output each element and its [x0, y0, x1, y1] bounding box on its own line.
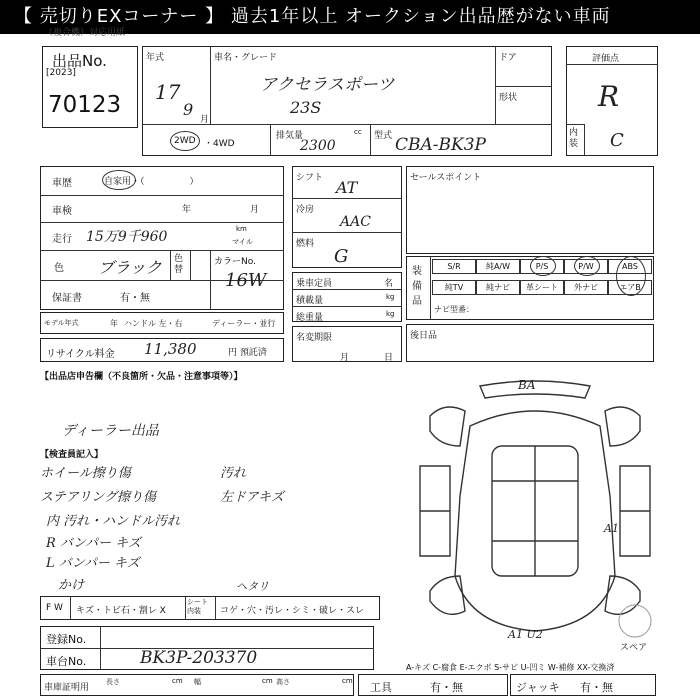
equip-leather: 革シート — [520, 280, 564, 295]
equip-tv: 純TV — [432, 280, 476, 295]
load-label: 積載量 — [296, 296, 324, 306]
model-row-handle: ハンドル 左・右 — [124, 319, 183, 328]
equip-pw: P/W — [564, 259, 608, 274]
tools-value: 有・無 — [430, 681, 463, 694]
end-date-day: 日 — [384, 353, 394, 363]
inspector-note-right-2: 左ドアキズ — [220, 490, 284, 505]
model-row-year: 年 — [110, 319, 118, 328]
end-date-month: 月 — [340, 353, 350, 363]
equip-airbag: エアB — [608, 280, 652, 295]
warranty-label: 保証書 — [52, 293, 82, 304]
inspection-month: 月 — [250, 205, 260, 215]
diagram-mark-side: A1 — [604, 522, 619, 535]
cert-width: 幅 — [194, 678, 201, 686]
lot-number: 70123 — [48, 92, 122, 118]
model-code-label: 型式 — [374, 131, 393, 141]
car-damage-diagram — [410, 376, 660, 646]
name-value: アクセラスポーツ — [260, 75, 395, 95]
fw-label: F W — [46, 603, 63, 613]
mileage-mile: マイル — [232, 238, 253, 246]
fw-handwritten-mark: ヘタリ — [236, 580, 269, 593]
shape-label: 形状 — [499, 93, 518, 103]
equip-navi: 純ナビ — [476, 280, 520, 295]
equipment-label: 装備品 — [412, 266, 422, 307]
year-value: 17 — [155, 80, 181, 104]
cert-label: 車庫証明用 — [44, 683, 90, 693]
drive-2wd: 2WD — [174, 136, 196, 146]
lot-label: 出品No. — [52, 52, 107, 70]
chassis-value: BK3P-203370 — [140, 648, 258, 668]
mileage-value: 15万9千960 — [86, 229, 168, 245]
jack-label: ジャッキ — [516, 681, 560, 694]
capacity-unit: 名 — [384, 279, 394, 289]
weight-label: 総重量 — [296, 313, 324, 323]
inspector-note-1: ホイール擦り傷 — [40, 466, 131, 481]
lot-year-tag: [2023] — [46, 68, 76, 78]
end-date-label: 名変期限 — [296, 333, 333, 343]
diagram-mark-top: BA — [518, 378, 536, 392]
history-label: 車歴 — [52, 178, 72, 189]
handwritten-dealer: ディーラー出品 — [62, 423, 159, 439]
recycle-label: リサイクル料金 — [46, 349, 115, 360]
navi-model-label: ナビ型番： — [434, 305, 474, 314]
recycle-unit: 円 預託済 — [228, 348, 267, 358]
shift-value: AT — [336, 178, 358, 197]
interior-label: 内装 — [569, 128, 579, 149]
aircon-value: AAC — [340, 214, 371, 230]
top-note: （複合機）対応用紙 — [44, 28, 126, 38]
rating-score: R — [598, 80, 620, 113]
fuel-label: 燃料 — [296, 239, 315, 249]
equip-ext-navi: 外ナビ — [564, 280, 608, 295]
equip-abs: ABS — [608, 259, 652, 274]
cert-length: 長さ — [106, 678, 120, 686]
inspector-note-6: かけ — [58, 578, 85, 593]
shift-label: シフト — [296, 173, 324, 183]
rating-label: 評価点 — [592, 54, 620, 64]
inspection-label: 車検 — [52, 206, 72, 217]
warranty-value: 有・無 — [120, 293, 150, 304]
name-label: 車名・グレード — [214, 53, 278, 63]
displacement-label: 排気量 — [276, 131, 304, 141]
inspector-note-2: ステアリング擦り傷 — [40, 490, 156, 505]
model-code-value: CBA-BK3P — [395, 135, 486, 155]
month-unit: 月 — [200, 115, 210, 125]
displacement-unit: cc — [354, 128, 362, 136]
grade-value: 23S — [290, 98, 322, 117]
capacity-label: 乗車定員 — [296, 279, 333, 289]
cert-length-unit: cm — [172, 677, 183, 685]
mileage-km: km — [236, 225, 247, 233]
aircon-label: 冷房 — [296, 205, 315, 215]
door-label: ドア — [499, 53, 517, 63]
rear-seat-box — [406, 324, 654, 362]
cert-height-unit: cm — [342, 677, 353, 685]
inspector-note-4: R バンパー キズ — [46, 536, 141, 551]
declaration-label: 【出品店申告欄（不良箇所・欠品・注意事項等）】 — [40, 372, 243, 382]
recycle-value: 11,380 — [144, 340, 197, 358]
load-unit: kg — [386, 293, 395, 301]
tools-label: 工具 — [370, 681, 392, 694]
sales-point-label: セールスポイント — [410, 173, 482, 183]
inspector-note-right-1: 汚れ — [220, 466, 247, 481]
fw-value: キズ・トビ石・割レ X — [76, 606, 166, 616]
chassis-label: 車台No. — [46, 655, 87, 668]
diagram-mark-bottom: A1 U2 — [508, 628, 543, 641]
cert-height: 高さ — [276, 678, 290, 686]
displacement-value: 2300 — [300, 138, 336, 154]
inspector-note-3: 内 汚れ・ハンドル汚れ — [46, 514, 181, 529]
registration-label: 登録No. — [46, 633, 87, 646]
page-banner: 【 売切りEXコーナー 】 過去1年以上 オークション出品歴がない車両 — [0, 0, 700, 34]
damage-legend: A-キズ C-腐食 E-エクボ S-サビ U-凹ミ W-補修 XX-交換済 — [406, 663, 615, 672]
drive-4wd: ・4WD — [204, 139, 235, 149]
month-value: 9 — [183, 100, 194, 119]
color-code-label: カラーNo. — [214, 257, 256, 267]
model-row-model: モデル年式 — [44, 319, 79, 327]
spare-label: スペア — [620, 643, 648, 653]
fw-seat-value: コゲ・穴・汚レ・シミ・破レ・スレ — [220, 606, 365, 616]
inspection-year: 年 — [182, 205, 192, 215]
equip-aw: 純A/W — [476, 259, 520, 274]
model-row-dealer: ディーラー・並行 — [212, 319, 276, 328]
cert-width-unit: cm — [262, 677, 273, 685]
fuel-value: G — [334, 246, 349, 267]
fw-seat-label: シート 内装 — [187, 598, 208, 615]
equip-ps: P/S — [520, 259, 564, 274]
interior-value: C — [610, 130, 624, 151]
history-value: 自家用・（ ） — [104, 177, 199, 187]
color-label: 色 — [54, 263, 64, 274]
equip-sr: S/R — [432, 259, 476, 274]
mileage-label: 走行 — [52, 234, 72, 245]
color-value: ブラック — [98, 258, 162, 277]
weight-unit: kg — [386, 310, 395, 318]
inspector-note-5: L バンパー キズ — [46, 556, 140, 571]
color-code-value: 16W — [225, 270, 267, 291]
year-label: 年式 — [146, 53, 165, 63]
color-change-label: 色替 — [174, 254, 184, 275]
jack-value: 有・無 — [580, 681, 613, 694]
inspector-label: 【検査員記入】 — [40, 450, 104, 460]
rear-seat-label: 後日品 — [410, 331, 438, 341]
